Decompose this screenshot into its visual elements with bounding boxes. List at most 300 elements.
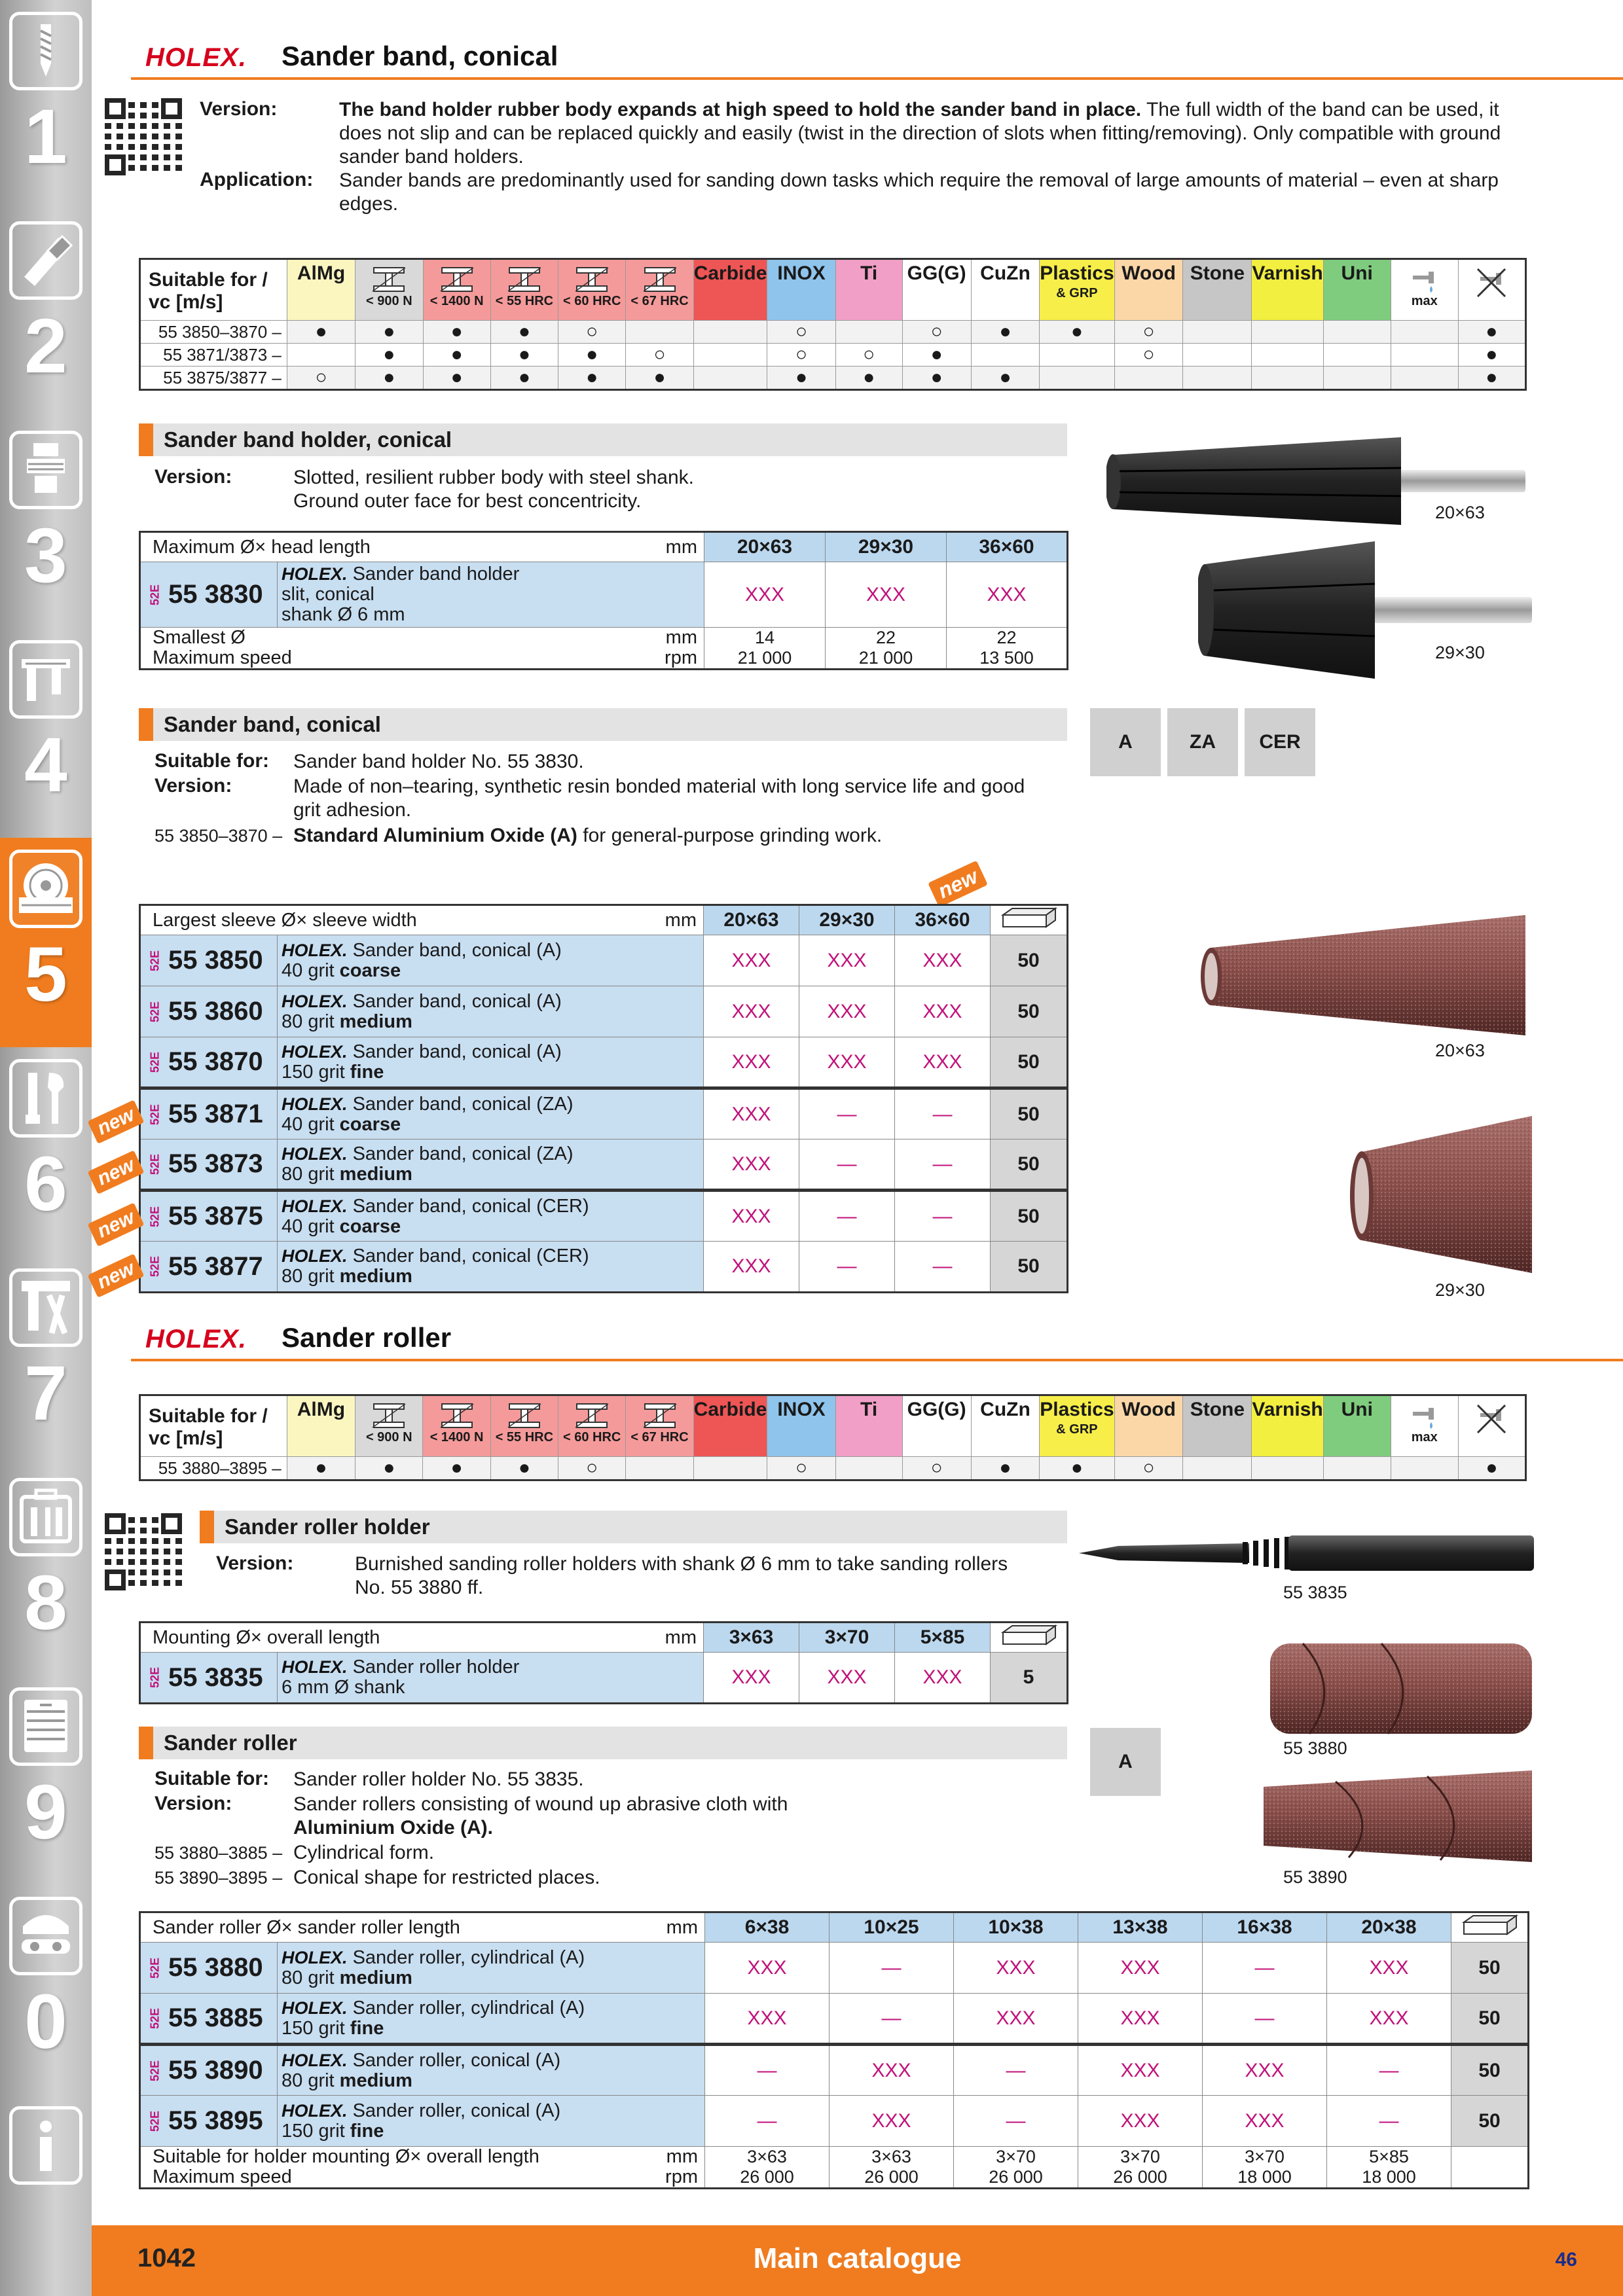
grain-type-a: A xyxy=(1090,708,1161,776)
footer-values: 3×63 26 000 xyxy=(830,2147,954,2189)
suitability-mark: ● xyxy=(356,367,423,390)
material-row: 55 3850–3870 – ● ● ● ● ○ ○ ○ ● ● ○ ● xyxy=(140,321,1526,344)
price-cell[interactable]: XXX xyxy=(1078,1943,1203,1994)
article-number[interactable]: 52E 55 3871 xyxy=(140,1088,278,1139)
price-group-tag: 52E xyxy=(148,2007,162,2029)
size-column: 36×60 xyxy=(947,532,1068,562)
material-col-1: < 900 N xyxy=(356,259,423,321)
pack-quantity: 50 xyxy=(1451,2096,1529,2147)
material-col-17 xyxy=(1458,1395,1525,1457)
subsection-header-band: Sander band, conical xyxy=(139,708,1067,741)
suitability-mark: ○ xyxy=(558,321,626,344)
article-number[interactable]: 52E 55 3873 xyxy=(140,1139,278,1191)
suitability-mark: ○ xyxy=(767,344,835,367)
table-header-unit: mm xyxy=(649,1912,705,1943)
suitability-mark: ● xyxy=(767,367,835,390)
chapter-tab-0[interactable] xyxy=(0,1885,92,2094)
coolant-tap-icon xyxy=(1409,266,1440,293)
chapter-number: 5 xyxy=(24,931,67,1018)
holder-caption-1: 20×63 xyxy=(1435,503,1485,522)
footer-units: mm rpm xyxy=(649,2147,705,2189)
price-cell[interactable]: — xyxy=(895,1088,991,1139)
price-group-tag: 52E xyxy=(148,1103,162,1125)
article-description: HOLEX. Sander band, conical (ZA) 40 grit coarse xyxy=(278,1088,704,1139)
new-badge: new xyxy=(928,861,988,908)
suitability-mark xyxy=(835,321,902,344)
price-cell[interactable]: XXX xyxy=(799,1653,895,1704)
price-cell[interactable]: — xyxy=(895,1191,991,1242)
table-header-unit: mm xyxy=(587,1623,704,1653)
pack-quantity-header xyxy=(991,1623,1068,1653)
price-cell[interactable]: — xyxy=(830,1943,954,1994)
suitability-mark xyxy=(1183,1457,1252,1480)
suitability-mark xyxy=(1391,321,1458,344)
roller-range1-label: 55 3880–3885 – xyxy=(155,1843,283,1863)
suitability-mark xyxy=(1183,367,1252,390)
roller-version-label: Version: xyxy=(155,1793,232,1814)
roller-version-text: Sander rollers consisting of wound up abrasive cloth with Aluminium Oxide (A). xyxy=(293,1793,788,1839)
chapter-number: 1 xyxy=(24,94,67,180)
material-col-12: Wood xyxy=(1114,1395,1183,1457)
section-header-sander-band xyxy=(131,41,1623,86)
band-version-label: Version: xyxy=(155,775,232,797)
suitability-mark xyxy=(1391,344,1458,367)
article-description: HOLEX. Sander roller holder 6 mm Ø shank xyxy=(278,1653,704,1704)
material-row: 55 3875/3877 – ○ ● ● ● ● ● ● ● ● ● ● xyxy=(140,367,1526,390)
article-number[interactable]: 52E 55 3877 xyxy=(140,1242,278,1293)
price-cell[interactable]: XXX xyxy=(895,1037,991,1088)
chapter-tab-6[interactable] xyxy=(0,1047,92,1257)
price-cell[interactable]: XXX xyxy=(704,562,826,628)
size-column: 20×63 xyxy=(704,905,799,935)
section-header-sander-roller xyxy=(131,1322,1623,1368)
price-cell[interactable]: XXX xyxy=(704,1242,799,1293)
price-cell[interactable]: XXX xyxy=(1203,2045,1327,2096)
price-cell[interactable]: XXX xyxy=(895,935,991,986)
safety-gear-icon xyxy=(9,1897,82,1975)
table-row[interactable] xyxy=(140,1088,1068,1139)
info-icon xyxy=(9,2106,82,2185)
price-cell[interactable]: XXX xyxy=(1078,1994,1203,2045)
suitability-mark xyxy=(835,1457,902,1480)
roller-holder-version-label: Version: xyxy=(216,1552,294,1574)
table-row[interactable] xyxy=(140,1994,1529,2045)
material-col-6: Carbide xyxy=(693,259,767,321)
chapter-tab-i[interactable] xyxy=(0,2094,92,2225)
suitability-mark: ● xyxy=(423,344,490,367)
band-image-20x63 xyxy=(1198,910,1539,1041)
article-number[interactable]: 52E 55 3875 xyxy=(140,1191,278,1242)
cabinet-icon xyxy=(9,1687,82,1766)
price-cell[interactable]: — xyxy=(895,1242,991,1293)
suitability-mark: ● xyxy=(423,1457,490,1480)
suitability-mark xyxy=(1040,344,1114,367)
grinding-disc-icon xyxy=(9,850,82,928)
pack-quantity: 50 xyxy=(1451,1994,1529,2045)
suitability-mark: ● xyxy=(287,1457,355,1480)
material-col-6: Carbide xyxy=(693,1395,767,1457)
roller-suitable-label: Suitable for: xyxy=(155,1768,270,1789)
suitability-mark: ○ xyxy=(558,1457,626,1480)
price-cell[interactable]: — xyxy=(705,2045,830,2096)
grain-type-za: ZA xyxy=(1167,708,1238,776)
chapter-tab-3[interactable] xyxy=(0,419,92,628)
size-column: 10×38 xyxy=(954,1912,1078,1943)
version-text: The band holder rubber body expands at high speed to hold the sander band in place. The full width of the band can be used, it does not slip and can be replaced quickly and easily (twist in the direction of slots when fitting/removing). Only compatible with ground sander band holders. xyxy=(339,99,1501,168)
material-col-3: < 55 HRC xyxy=(490,1395,558,1457)
price-cell[interactable]: — xyxy=(1327,2045,1451,2096)
footer-values: 5×85 18 000 xyxy=(1327,2147,1451,2189)
band-range-label: 55 3850–3870 – xyxy=(155,826,283,846)
band-image-29x30 xyxy=(1349,1113,1539,1276)
band-range-text: Standard Aluminium Oxide (A) for general-purpose grinding work. xyxy=(293,825,883,846)
chapter-tab-7[interactable] xyxy=(0,1257,92,1466)
table-row[interactable] xyxy=(140,1191,1068,1242)
price-cell[interactable]: XXX xyxy=(947,562,1068,628)
qr-code-icon[interactable] xyxy=(105,98,182,175)
suitability-mark: ● xyxy=(1458,344,1525,367)
suitability-mark: ● xyxy=(1458,321,1525,344)
pack-quantity: 50 xyxy=(991,1242,1068,1293)
roller-caption-2: 55 3890 xyxy=(1283,1867,1347,1887)
price-cell[interactable]: XXX xyxy=(1327,1943,1451,1994)
table-header-unit: mm xyxy=(611,905,704,935)
size-column: 3×70 xyxy=(799,1623,895,1653)
price-cell[interactable]: XXX xyxy=(705,1994,830,2045)
size-column: 3×63 xyxy=(704,1623,799,1653)
roller-holder-version-text: Burnished sanding roller holders with shank Ø 6 mm to take sanding rollers No. 55 3880 ff. xyxy=(355,1553,1008,1598)
size-column: 29×30 xyxy=(799,905,895,935)
price-cell[interactable]: — xyxy=(705,2096,830,2147)
suitability-mark: ○ xyxy=(287,367,355,390)
footer-values: 22 21 000 xyxy=(826,628,947,670)
holder-image-29x30 xyxy=(1198,538,1539,682)
material-col-5: < 67 HRC xyxy=(626,259,693,321)
header-rule xyxy=(131,77,1623,80)
chapter-number: 2 xyxy=(24,303,67,389)
new-badge: new xyxy=(88,1100,145,1144)
new-badge: new xyxy=(88,1253,145,1298)
subsection-header-holder: Sander band holder, conical xyxy=(139,423,1067,456)
roller-range1-text: Cylindrical form. xyxy=(293,1842,435,1863)
wrench-screwdriver-icon xyxy=(9,1059,82,1138)
price-cell[interactable]: XXX xyxy=(704,1088,799,1139)
price-group-tag: 52E xyxy=(148,1051,162,1073)
price-cell[interactable]: XXX xyxy=(1327,1994,1451,2045)
roller-product-table xyxy=(139,1911,1529,2189)
version-label: Version: xyxy=(200,98,278,120)
suitability-mark: ○ xyxy=(902,1457,971,1480)
chapter-tab-8[interactable] xyxy=(0,1466,92,1676)
price-cell[interactable]: XXX xyxy=(799,935,895,986)
holder-version-text: Slotted, resilient rubber body with steel shank. Ground outer face for best concentricity. xyxy=(293,467,694,512)
table-row[interactable] xyxy=(140,986,1068,1037)
material-col-2: < 1400 N xyxy=(423,259,490,321)
roller-range2-text: Conical shape for restricted places. xyxy=(293,1867,600,1888)
suitability-mark xyxy=(287,344,355,367)
size-column: 20×38 xyxy=(1327,1912,1451,1943)
table-row[interactable] xyxy=(140,562,1068,628)
band-version-text: Made of non–tearing, synthetic resin bonded material with long service life and good grit adhesion. xyxy=(293,776,1025,821)
chapter-tab-1[interactable] xyxy=(0,0,92,209)
price-cell[interactable]: XXX xyxy=(826,562,947,628)
grain-type-a: A xyxy=(1090,1728,1161,1796)
material-col-11: Plastics & GRP xyxy=(1040,1395,1114,1457)
suitability-mark: ● xyxy=(902,344,971,367)
table-row[interactable] xyxy=(140,2096,1529,2147)
suitability-mark: ● xyxy=(490,367,558,390)
price-cell[interactable]: — xyxy=(1203,1943,1327,1994)
article-number[interactable]: 52E 55 3860 xyxy=(140,986,278,1037)
table-row[interactable] xyxy=(140,1943,1529,1994)
price-cell[interactable]: — xyxy=(830,1994,954,2045)
table-row[interactable] xyxy=(140,1139,1068,1191)
price-cell[interactable]: XXX xyxy=(799,1037,895,1088)
price-group-tag: 52E xyxy=(148,1957,162,1979)
article-number[interactable]: 52E 55 3850 xyxy=(140,935,278,986)
holder-version-label: Version: xyxy=(155,466,232,488)
chapter-number: 9 xyxy=(24,1769,67,1856)
price-cell[interactable]: XXX xyxy=(704,1191,799,1242)
pack-quantity-header xyxy=(991,905,1068,935)
size-column: 20×63 xyxy=(704,532,826,562)
roller-caption-1: 55 3880 xyxy=(1283,1738,1347,1758)
chapter-tab-2[interactable] xyxy=(0,209,92,419)
suitability-mark: ● xyxy=(1458,1457,1525,1480)
pack-quantity: 50 xyxy=(991,1037,1068,1088)
price-cell[interactable]: XXX xyxy=(704,935,799,986)
band-caption-1: 20×63 xyxy=(1435,1041,1485,1060)
footer-values: 22 13 500 xyxy=(947,628,1068,670)
suitability-mark xyxy=(1252,321,1323,344)
suitability-mark xyxy=(1323,344,1391,367)
material-col-8: Ti xyxy=(835,259,902,321)
article-number[interactable]: 52E 55 3870 xyxy=(140,1037,278,1088)
table-row[interactable] xyxy=(140,935,1068,986)
article-description: HOLEX. Sander band, conical (A) 40 grit coarse xyxy=(278,935,704,986)
price-cell[interactable]: XXX xyxy=(830,2045,954,2096)
pack-quantity: 50 xyxy=(1451,2045,1529,2096)
chapter-tab-9[interactable] xyxy=(0,1676,92,1885)
suitability-mark: ● xyxy=(971,367,1040,390)
page-index: 46 xyxy=(1555,2249,1577,2270)
footer-values: 3×63 26 000 xyxy=(705,2147,830,2189)
pliers-icon xyxy=(9,1268,82,1347)
price-cell[interactable]: XXX xyxy=(704,1653,799,1704)
suitability-mark xyxy=(626,1457,693,1480)
price-cell[interactable]: — xyxy=(799,1242,895,1293)
table-header-label: Mounting Ø× overall length xyxy=(140,1623,587,1653)
material-col-7: INOX xyxy=(767,1395,835,1457)
roller-range2-label: 55 3890–3895 – xyxy=(155,1868,283,1888)
no-coolant-icon xyxy=(1475,266,1508,299)
price-group-tag: 52E xyxy=(148,1206,162,1227)
price-cell[interactable]: XXX xyxy=(799,986,895,1037)
suitability-mark: ● xyxy=(490,321,558,344)
size-column: 16×38 xyxy=(1203,1912,1327,1943)
table-header-label: Largest sleeve Ø× sleeve width xyxy=(140,905,611,935)
suitability-mark: ○ xyxy=(1114,344,1183,367)
price-cell[interactable]: XXX xyxy=(704,1037,799,1088)
price-cell[interactable]: XXX xyxy=(705,1943,830,1994)
price-cell[interactable]: XXX xyxy=(895,986,991,1037)
material-suitability-table-roller xyxy=(139,1394,1527,1481)
suitability-mark: ● xyxy=(423,321,490,344)
price-cell[interactable]: XXX xyxy=(830,2096,954,2147)
suitability-mark xyxy=(1391,367,1458,390)
suitability-mark: ○ xyxy=(767,1457,835,1480)
suitability-mark: ● xyxy=(558,367,626,390)
band-product-table xyxy=(139,904,1068,1293)
price-cell[interactable]: XXX xyxy=(954,1994,1078,2045)
article-number[interactable]: 52E 55 3830 xyxy=(140,562,278,628)
material-col-13: Stone xyxy=(1183,259,1252,321)
material-col-11: Plastics & GRP xyxy=(1040,259,1114,321)
roller-holder-product-table xyxy=(139,1621,1068,1704)
material-col-4: < 60 HRC xyxy=(558,1395,626,1457)
article-number[interactable]: 52E 55 3880 xyxy=(140,1943,278,1994)
material-col-13: Stone xyxy=(1183,1395,1252,1457)
price-group-tag: 52E xyxy=(148,1153,162,1175)
price-cell[interactable]: — xyxy=(1327,2096,1451,2147)
price-cell[interactable]: — xyxy=(895,1139,991,1191)
suitability-mark: ● xyxy=(490,344,558,367)
material-col-9: GG(G) xyxy=(902,1395,971,1457)
suitability-mark: ● xyxy=(971,321,1040,344)
suitability-mark: ● xyxy=(356,344,423,367)
price-cell[interactable]: — xyxy=(954,2096,1078,2147)
price-cell[interactable]: — xyxy=(799,1139,895,1191)
suitability-mark xyxy=(1040,367,1114,390)
chapter-tab-4[interactable] xyxy=(0,628,92,838)
price-cell[interactable]: XXX xyxy=(895,1653,991,1704)
box-icon xyxy=(1460,1913,1519,1937)
suitability-mark xyxy=(1114,367,1183,390)
pack-quantity: 50 xyxy=(1451,1943,1529,1994)
suitability-mark: ● xyxy=(558,344,626,367)
application-label: Application: xyxy=(200,169,314,190)
suitable-for-header: Suitable for / vc [m/s] xyxy=(140,1395,287,1457)
price-cell[interactable]: — xyxy=(1203,1994,1327,2045)
material-col-3: < 55 HRC xyxy=(490,259,558,321)
table-row[interactable] xyxy=(140,1037,1068,1088)
pack-quantity: 50 xyxy=(991,986,1068,1037)
pack-quantity: 50 xyxy=(991,1088,1068,1139)
price-cell[interactable]: XXX xyxy=(1078,2045,1203,2096)
header-rule xyxy=(131,1359,1623,1361)
caliper-icon xyxy=(9,640,82,719)
price-cell[interactable]: — xyxy=(954,2045,1078,2096)
qr-code-icon[interactable] xyxy=(105,1513,182,1590)
suitability-mark: ● xyxy=(490,1457,558,1480)
article-description: HOLEX. Sander band holder slit, conical shank Ø 6 mm xyxy=(278,562,704,628)
material-col-0: AlMg xyxy=(287,1395,355,1457)
page-footer xyxy=(92,2225,1623,2296)
suitability-mark xyxy=(1252,344,1323,367)
pack-quantity: 50 xyxy=(991,1191,1068,1242)
band-caption-2: 29×30 xyxy=(1435,1280,1485,1300)
material-col-10: CuZn xyxy=(971,259,1040,321)
chapter-number: 4 xyxy=(24,722,67,808)
table-row[interactable] xyxy=(140,2045,1529,2096)
price-cell[interactable]: XXX xyxy=(1078,2096,1203,2147)
price-cell[interactable]: XXX xyxy=(1203,2096,1327,2147)
material-col-9: GG(G) xyxy=(902,259,971,321)
pack-quantity: 5 xyxy=(991,1653,1068,1704)
material-suitability-table xyxy=(139,258,1527,391)
material-col-12: Wood xyxy=(1114,259,1183,321)
suitability-mark: ● xyxy=(626,367,693,390)
suitability-mark xyxy=(693,344,767,367)
suitability-mark: ○ xyxy=(835,344,902,367)
new-badge: new xyxy=(88,1150,145,1194)
article-description: HOLEX. Sander roller, cylindrical (A) 80 grit medium xyxy=(278,1943,705,1994)
size-column: 29×30 xyxy=(826,532,947,562)
material-col-17 xyxy=(1458,259,1525,321)
subsection-header-roller-holder: Sander roller holder xyxy=(200,1511,1067,1543)
suitability-mark: ○ xyxy=(767,321,835,344)
suitability-mark: ○ xyxy=(1114,1457,1183,1480)
article-number[interactable]: 52E 55 3890 xyxy=(140,2045,278,2096)
box-icon xyxy=(999,1623,1058,1647)
material-col-4: < 60 HRC xyxy=(558,259,626,321)
article-description: HOLEX. Sander band, conical (CER) 80 grit medium xyxy=(278,1242,704,1293)
roller-holder-caption: 55 3835 xyxy=(1283,1583,1347,1602)
price-group-tag: 52E xyxy=(148,1666,162,1689)
article-number[interactable]: 52E 55 3895 xyxy=(140,2096,278,2147)
material-col-14: Varnish xyxy=(1252,259,1323,321)
suitability-mark: ● xyxy=(1458,367,1525,390)
suitability-mark xyxy=(1183,321,1252,344)
size-column: 6×38 xyxy=(705,1912,830,1943)
suitability-mark: ● xyxy=(356,1457,423,1480)
price-cell[interactable]: XXX xyxy=(704,986,799,1037)
price-cell[interactable]: — xyxy=(799,1191,895,1242)
price-cell[interactable]: — xyxy=(799,1088,895,1139)
footer-values: 3×70 26 000 xyxy=(954,2147,1078,2189)
suitable-for-header: Suitable for / vc [m/s] xyxy=(140,259,287,321)
price-group-tag: 52E xyxy=(148,2060,162,2081)
table-row[interactable] xyxy=(140,1653,1068,1704)
grain-type-cer: CER xyxy=(1245,708,1315,776)
table-header-label: Sander roller Ø× sander roller length xyxy=(140,1912,649,1943)
price-cell[interactable]: XXX xyxy=(954,1943,1078,1994)
subsection-header-roller: Sander roller xyxy=(139,1727,1067,1759)
pack-quantity: 50 xyxy=(991,1139,1068,1191)
material-col-15: Uni xyxy=(1323,259,1391,321)
article-number[interactable]: 52E 55 3835 xyxy=(140,1653,278,1704)
price-group-tag: 52E xyxy=(148,1255,162,1278)
suitability-mark: ● xyxy=(835,367,902,390)
chapter-tab-5[interactable] xyxy=(0,838,92,1047)
article-number[interactable]: 52E 55 3885 xyxy=(140,1994,278,2045)
footer-values: 3×70 26 000 xyxy=(1078,2147,1203,2189)
chapter-number: 6 xyxy=(24,1141,67,1227)
table-row[interactable] xyxy=(140,1242,1068,1293)
price-group-tag: 52E xyxy=(148,584,162,605)
page-number: 1042 xyxy=(137,2244,196,2272)
material-col-7: INOX xyxy=(767,259,835,321)
holder-caption-2: 29×30 xyxy=(1435,643,1485,662)
suitability-mark xyxy=(693,321,767,344)
suitability-mark: ● xyxy=(902,367,971,390)
article-description: HOLEX. Sander roller, cylindrical (A) 150 grit fine xyxy=(278,1994,705,2045)
new-badge: new xyxy=(88,1202,145,1247)
suitability-mark: ● xyxy=(287,321,355,344)
price-cell[interactable]: XXX xyxy=(704,1139,799,1191)
suitability-mark xyxy=(1323,367,1391,390)
material-row: 55 3880–3895 – ● ● ● ● ○ ○ ○ ● ● ○ ● xyxy=(140,1457,1526,1480)
